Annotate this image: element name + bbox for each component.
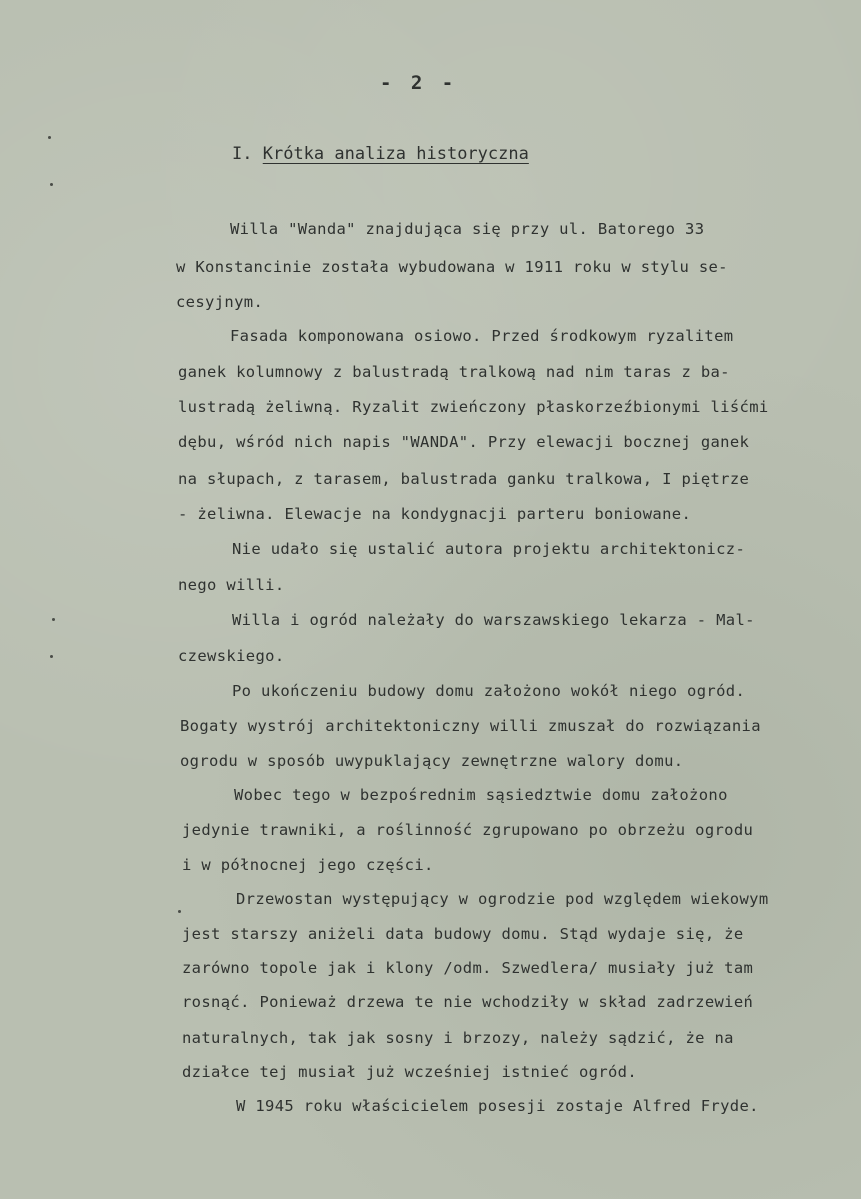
section-title: Krótka analiza historyczna	[262, 144, 529, 164]
text-line: Po ukończeniu budowy domu założono wokół niego ogród.	[232, 682, 746, 700]
paper-speck	[48, 136, 51, 139]
text-line: Willa i ogród należały do warszawskiego lekarza - Mal-	[232, 611, 755, 629]
text-line: Wobec tego w bezpośrednim sąsiedztwie domu założono	[234, 786, 728, 804]
text-line: Nie udało się ustalić autora projektu architektonicz-	[232, 540, 746, 558]
paper-speck	[50, 183, 53, 186]
text-line: Fasada komponowana osiowo. Przed środkowym ryzalitem	[230, 327, 734, 345]
paper-speck	[52, 618, 55, 621]
text-line: Bogaty wystrój architektoniczny willi zmuszał do rozwiązania	[180, 717, 761, 735]
text-line: i w północnej jego części.	[182, 856, 434, 874]
page-number: - 2 -	[380, 72, 458, 94]
text-line: Drzewostan występujący w ogrodzie pod względem wiekowym	[236, 890, 769, 908]
paper-speck	[50, 655, 53, 658]
text-line: ogrodu w sposób uwypuklający zewnętrzne walory domu.	[180, 752, 684, 770]
text-line: na słupach, z tarasem, balustrada ganku tralkowa, I piętrze	[178, 470, 750, 488]
section-heading	[232, 144, 529, 164]
text-line: w Konstancinie została wybudowana w 1911 roku w stylu se-	[176, 258, 728, 276]
text-line: rosnąć. Ponieważ drzewa te nie wchodziły w skład zadrzewień	[182, 993, 754, 1011]
text-line: - żeliwna. Elewacje na kondygnacji parteru boniowane.	[178, 505, 692, 523]
text-line: cesyjnym.	[176, 293, 264, 311]
text-line: ganek kolumnowy z balustradą tralkową nad nim taras z ba-	[178, 363, 730, 381]
text-line: czewskiego.	[178, 647, 285, 665]
text-line: zarówno topole jak i klony /odm. Szwedlera/ musiały już tam	[182, 959, 754, 977]
text-line: dębu, wśród nich napis "WANDA". Przy elewacji bocznej ganek	[178, 433, 750, 451]
text-line: W 1945 roku właścicielem posesji zostaje Alfred Fryde.	[236, 1097, 759, 1115]
text-line: nego willi.	[178, 576, 285, 594]
text-line: lustradą żeliwną. Ryzalit zwieńczony płaskorzeźbionymi liśćmi	[178, 398, 769, 416]
text-line: Willa "Wanda" znajdująca się przy ul. Batorego 33	[230, 220, 705, 238]
paper-speck	[178, 910, 181, 913]
text-line: jedynie trawniki, a roślinność zgrupowano po obrzeżu ogrodu	[182, 821, 754, 839]
text-line: naturalnych, tak jak sosny i brzozy, należy sądzić, że na	[182, 1029, 734, 1047]
section-number: I.	[232, 144, 253, 164]
text-line: jest starszy aniżeli data budowy domu. Stąd wydaje się, że	[182, 925, 744, 943]
text-line: działce tej musiał już wcześniej istnieć ogród.	[182, 1063, 638, 1081]
